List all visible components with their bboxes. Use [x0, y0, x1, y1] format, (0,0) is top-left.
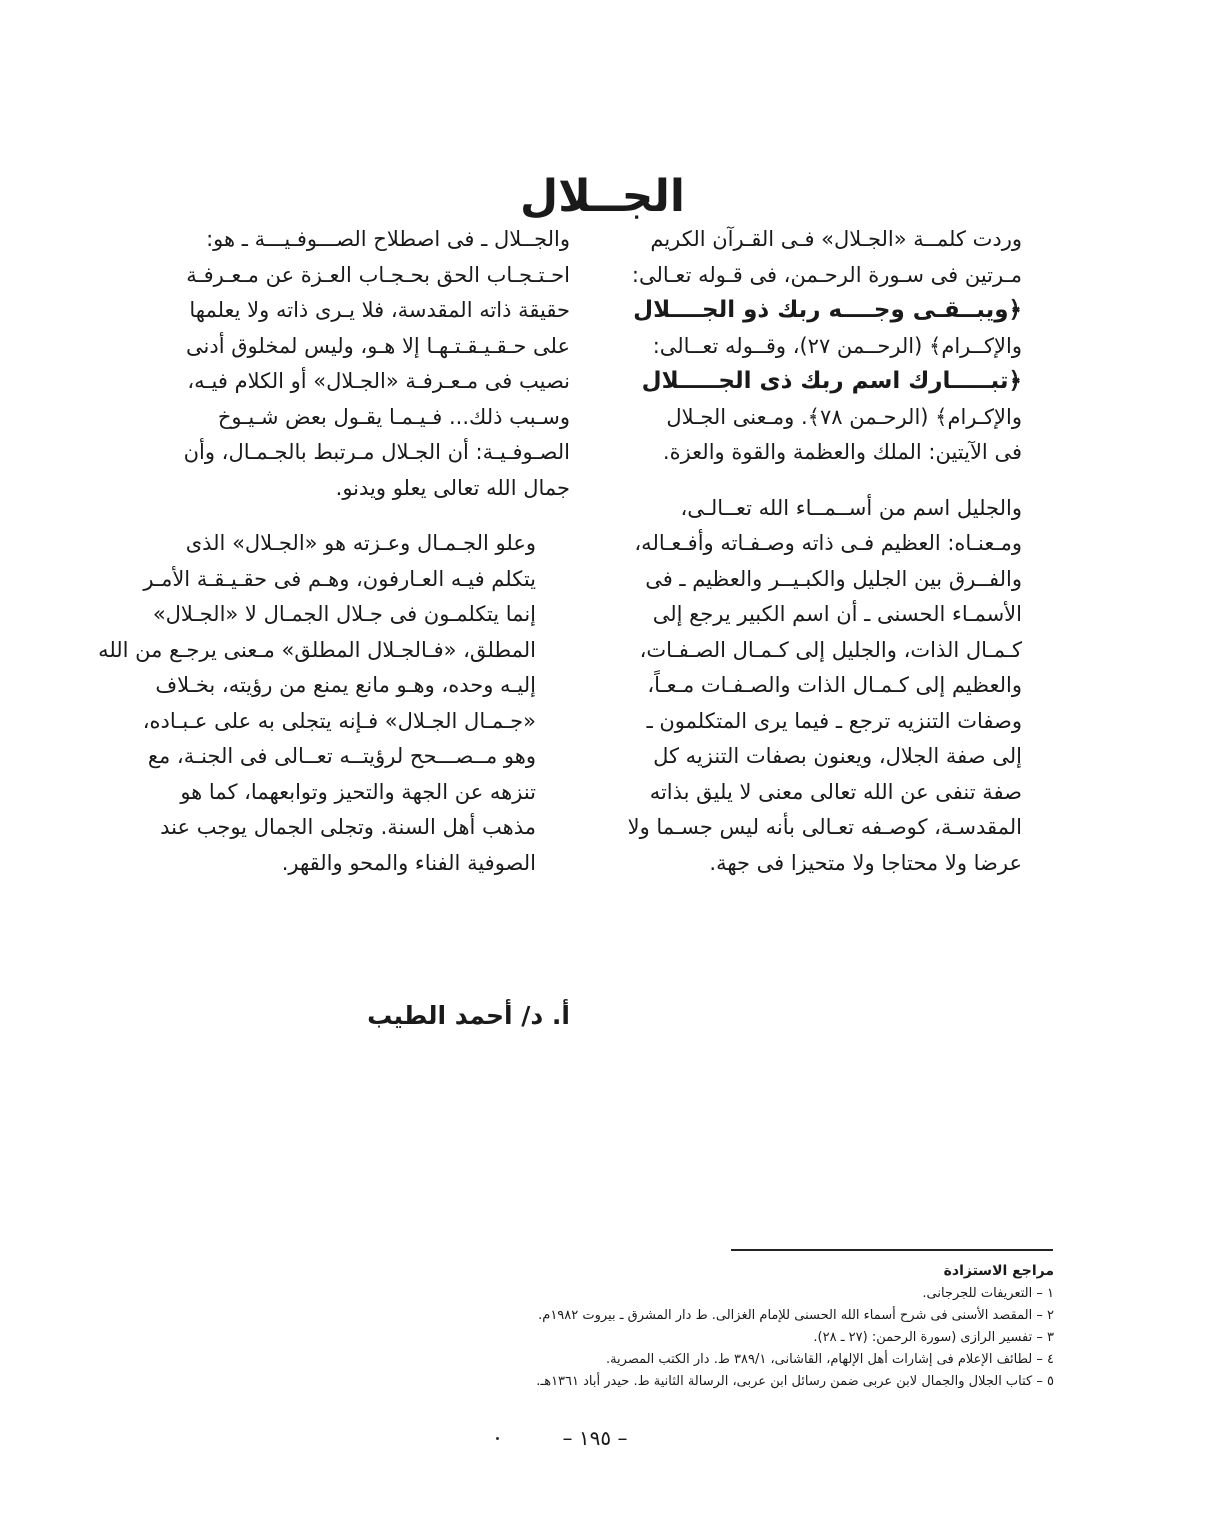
text-line: الأسمـاء الحسنى ـ أن اسم الكبير يرجع إلى	[652, 602, 1022, 626]
reference-item: ٤ – لطائف الإعلام فى إشارات أهل الإلهام، القاشانى، ٣٨٩/١ ط. دار الكتب المصرية.	[605, 1352, 1054, 1367]
right-column	[618, 222, 1056, 881]
text-line: الصوفية الفناء والمحو والقهر.	[281, 850, 536, 875]
author-signature: أ. د/ أحمد الطيب	[367, 1001, 570, 1030]
text-line: مـرتين فى سـورة الرحـمن، فى قـوله تعـالى:	[631, 262, 1022, 287]
text-line: إليـه وحده، وهـو مانع يمنع من رؤيته، بخـلاف	[155, 673, 536, 697]
text-line: يتكلم فيـه العـارفون، وهـم فى حقـيـقـة الأمـر	[143, 566, 536, 591]
references-section	[400, 1260, 1054, 1393]
text-line: والعظيم إلى كـمـال الذات والصـفـات مـعـاً،	[647, 673, 1022, 697]
references-title: مراجع الاستزادة	[943, 1263, 1054, 1279]
text-line: المطلق، «فـالجـلال المطلق» مـعنى يرجـع من الله	[98, 637, 536, 662]
text-line: والإكــرام﴾ (الرحــمن ٢٧)، وقــوله تعــالى:	[652, 333, 1022, 358]
text-line: وردت كلمــة «الجـلال» فـى القـرآن الكريم	[650, 227, 1022, 251]
reference-item: ٢ – المقصد الأسنى فى شرح أسماء الله الحسنى للإمام الغزالى. ط دار المشرق ـ بيروت ١٩٨٢م.	[538, 1308, 1054, 1323]
footnote-divider	[731, 1249, 1053, 1251]
sufi-definition-paragraph	[140, 222, 570, 506]
text-line: على حـقـيـقـتـهـا إلا هـو، وليس لمخلوق أدنى	[186, 333, 570, 358]
left-column	[98, 222, 570, 881]
text-line: تنزهه عن الجهة والتحيز وتوابعهما، كما هو	[180, 779, 536, 804]
text-line: نصيب فى مـعـرفـة «الجـلال» أو الكلام فيـه،	[187, 369, 570, 393]
text-line: وهو مــصـــحح لرؤيتــه تعــالى فى الجنـة، مع	[147, 744, 536, 768]
page-number: – ١٩٥ –	[562, 1426, 628, 1450]
intro-paragraph	[618, 222, 1056, 471]
text-line: صفة تنفى عن الله تعالى معنى لا يليق بذاته	[649, 779, 1022, 804]
reference-item: ٣ – تفسير الرازى (سورة الرحمن: (٢٧ ـ ٢٨).	[813, 1330, 1054, 1345]
text-line: حقيقة ذاته المقدسة، فلا يـرى ذاته ولا يعلمها	[189, 298, 570, 322]
al-jalil-paragraph	[618, 491, 1056, 882]
reference-item: ٥ – كتاب الجلال والجمال لابن عربى ضمن رسائل ابن عربى، الرسالة الثانية ط. حيدر أباد ١٣٦١هـ.	[536, 1374, 1054, 1389]
text-line: وعلو الجـمـال وعـزته هو «الجـلال» الذى	[185, 531, 536, 555]
text-line: إنما يتكلمـون فى جـلال الجمـال لا «الجـلال»	[152, 602, 536, 626]
text-line: وصفات التنزيه ترجع ـ فيما يرى المتكلمون ـ	[646, 708, 1022, 733]
quran-verse-line: ﴿ويبــقـى وجــــه ربك ذو الجــــلال	[633, 297, 1022, 323]
text-line: عرضا ولا محتاجا ولا متحيزا فى جهة.	[709, 850, 1022, 875]
quran-verse-line: ﴿تبـــــارك اسم ربك ذى الجـــــلال	[641, 368, 1022, 394]
text-line: إلى صفة الجلال، ويعنون بصفات التنزيه كل	[653, 744, 1022, 768]
text-line: والجــلال ـ فى اصطلاح الصـــوفـيـــة ـ هو:	[206, 227, 570, 251]
text-line: «جـمـال الجـلال» فـإنه يتجلى به على عـبـاده،	[142, 708, 536, 733]
text-line: فى الآيتين: الملك والعظمة والقوة والعزة.	[662, 440, 1022, 464]
text-line: مذهب أهل السنة. وتجلى الجمال يوجب عند	[160, 815, 536, 839]
page-title: الجــلال	[520, 171, 685, 223]
text-line: الصـوفـيـة: أن الجـلال مـرتبط بالجـمـال، وأن	[183, 440, 570, 464]
text-line: المقدسـة، كوصـفه تعـالى بأنه ليس جسـما ولا	[627, 815, 1022, 839]
text-line: كـمـال الذات، والجليل إلى كـمـال الصـفـات،	[639, 637, 1022, 662]
text-line: والفــرق بين الجليل والكبـيــر والعظيم ـ فى	[645, 566, 1022, 591]
text-line: احـتـجـاب الحق بحـجـاب العـزة عن مـعـرفـة	[186, 262, 570, 287]
text-line: جمال الله تعالى يعلو ويدنو.	[335, 475, 570, 500]
text-line: ومـعنـاه: العظيم فـى ذاته وصـفـاته وأفـعـاله،	[634, 531, 1022, 555]
reference-item: ١ – التعريفات للجرجانى.	[922, 1286, 1054, 1301]
text-line: وسـبب ذلك... فـيـمـا يقـول بعض شـيـوخ	[217, 404, 570, 429]
text-line: والجليل اسم من أســمــاء الله تعــالـى،	[680, 495, 1022, 520]
text-line: والإكـرام﴾ (الرحـمن ٧٨﴾. ومـعنى الجـلال	[666, 404, 1022, 429]
beauty-majesty-paragraph	[98, 526, 570, 881]
scan-speck	[496, 1437, 499, 1440]
